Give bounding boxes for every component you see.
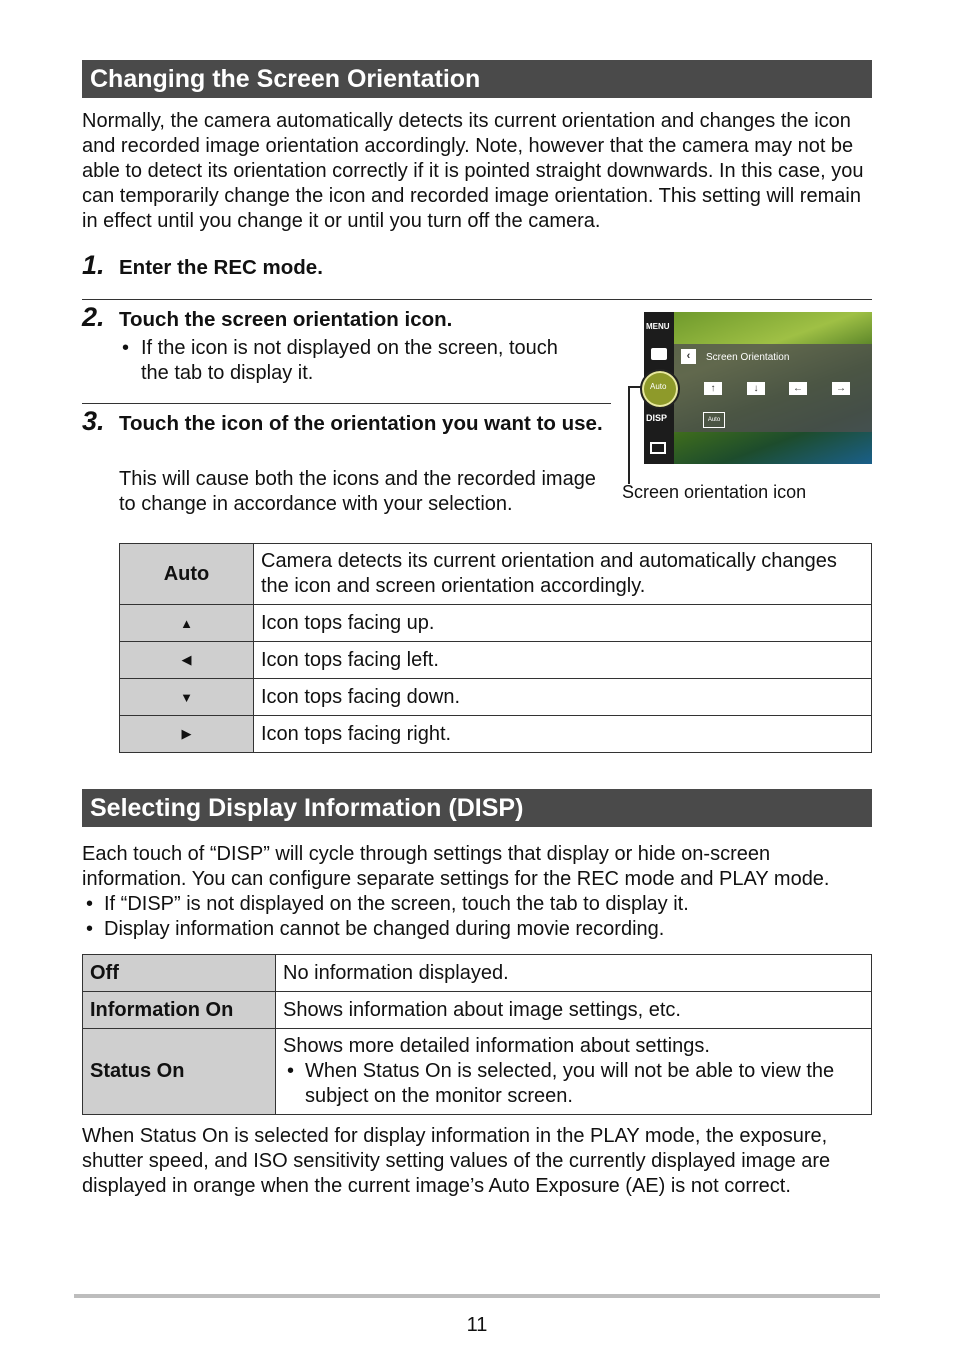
step-2-number: 2.	[82, 302, 105, 332]
bullet-marker: •	[86, 918, 94, 940]
disp-outro: When Status On is selected for display information in the PLAY mode, the exposure, shutter speed, and ISO sensitivity setting values of the currently displayed image are displayed in orange when the current image’s Auto Exposure (AE) is not correct.	[82, 1125, 831, 1197]
auto-label: Auto	[650, 382, 667, 391]
back-icon: ‹	[681, 349, 696, 364]
step-3-note: This will cause both the icons and the recorded image to change in accordance with your selection.	[119, 468, 596, 515]
step-3-number: 3.	[82, 406, 105, 436]
arrow-left-icon: ←	[789, 382, 807, 395]
table-bullet-text: When Status On is selected, you will not be able to view the subject on the monitor screen.	[305, 1060, 835, 1107]
menu-label: MENU	[646, 322, 670, 331]
step-2-text: Touch the screen orientation icon.	[119, 308, 453, 331]
arrow-left-icon: ◀	[120, 642, 254, 679]
disp-bullet-2: Display information cannot be changed during movie recording.	[104, 918, 665, 940]
table-row	[83, 1029, 872, 1115]
table-key: Auto	[120, 544, 254, 605]
footer-rule	[74, 1294, 880, 1298]
intro-paragraph: Normally, the camera automatically detects its current orientation and changes the icon and recorded image orientation accordingly. Note, however that the camera may not be able to detect its orientation correctly if it is pointed straight downwards. In this case, you can temporarily change the icon and recorded image orientation. This setting will remain in effect until you change it or until you turn off the camera.	[82, 110, 864, 232]
screen-orientation-icon-highlight	[640, 369, 680, 409]
play-icon	[650, 442, 666, 454]
bullet-marker: •	[287, 1060, 295, 1082]
table-row	[83, 992, 872, 1029]
table-value: Shows more detailed information about settings.	[283, 1035, 710, 1057]
divider	[82, 299, 872, 300]
table-value-cell	[276, 1029, 872, 1115]
panel-title: Screen Orientation	[706, 352, 790, 363]
arrow-up-icon: ▲	[120, 605, 254, 642]
camera-icon	[651, 348, 667, 360]
disp-label: DISP	[646, 413, 668, 423]
table-value: Shows information about image settings, etc.	[276, 992, 872, 1029]
disp-bullet-1: If “DISP” is not displayed on the screen, touch the tab to display it.	[104, 893, 689, 915]
divider	[82, 403, 611, 404]
table-bullet	[283, 1059, 864, 1109]
table-row	[120, 679, 872, 716]
table-value: No information displayed.	[276, 955, 872, 992]
table-value: Icon tops facing up.	[254, 605, 872, 642]
disp-table	[82, 954, 872, 1115]
table-row	[120, 544, 872, 605]
callout-line	[628, 387, 630, 484]
table-value: Camera detects its current orientation and automatically changes the icon and screen orientation accordingly.	[254, 544, 872, 605]
arrow-down-icon: ↓	[747, 382, 765, 395]
table-key: Status On	[83, 1029, 276, 1115]
caption: Screen orientation icon	[622, 482, 807, 502]
section-title-screen-orientation: Changing the Screen Orientation	[82, 60, 872, 98]
auto-button: Auto	[703, 412, 725, 428]
table-value: Icon tops facing down.	[254, 679, 872, 716]
arrow-down-icon: ▼	[120, 679, 254, 716]
disp-intro: Each touch of “DISP” will cycle through settings that display or hide on-screen information. You can configure separate settings for the REC mode and PLAY mode.	[82, 843, 830, 890]
page-number: 11	[466, 1314, 488, 1336]
table-row	[120, 716, 872, 753]
step-2-bullet: If the icon is not displayed on the screen, touch the tab to display it.	[141, 337, 558, 384]
table-value: Icon tops facing left.	[254, 642, 872, 679]
table-row	[83, 955, 872, 992]
section-title-display-information: Selecting Display Information (DISP)	[82, 789, 872, 827]
step-3-text: Touch the icon of the orientation you want to use.	[119, 412, 603, 435]
step-1-number: 1.	[82, 250, 105, 280]
arrow-up-icon: ↑	[704, 382, 722, 395]
orientation-table	[119, 543, 872, 753]
table-key: Off	[83, 955, 276, 992]
step-1-text: Enter the REC mode.	[119, 256, 323, 279]
bullet-marker: •	[122, 337, 130, 359]
table-row	[120, 605, 872, 642]
arrow-right-icon: →	[832, 382, 850, 395]
bullet-marker: •	[86, 893, 94, 915]
table-value: Icon tops facing right.	[254, 716, 872, 753]
arrow-right-icon: ▶	[120, 716, 254, 753]
table-key: Information On	[83, 992, 276, 1029]
table-row	[120, 642, 872, 679]
